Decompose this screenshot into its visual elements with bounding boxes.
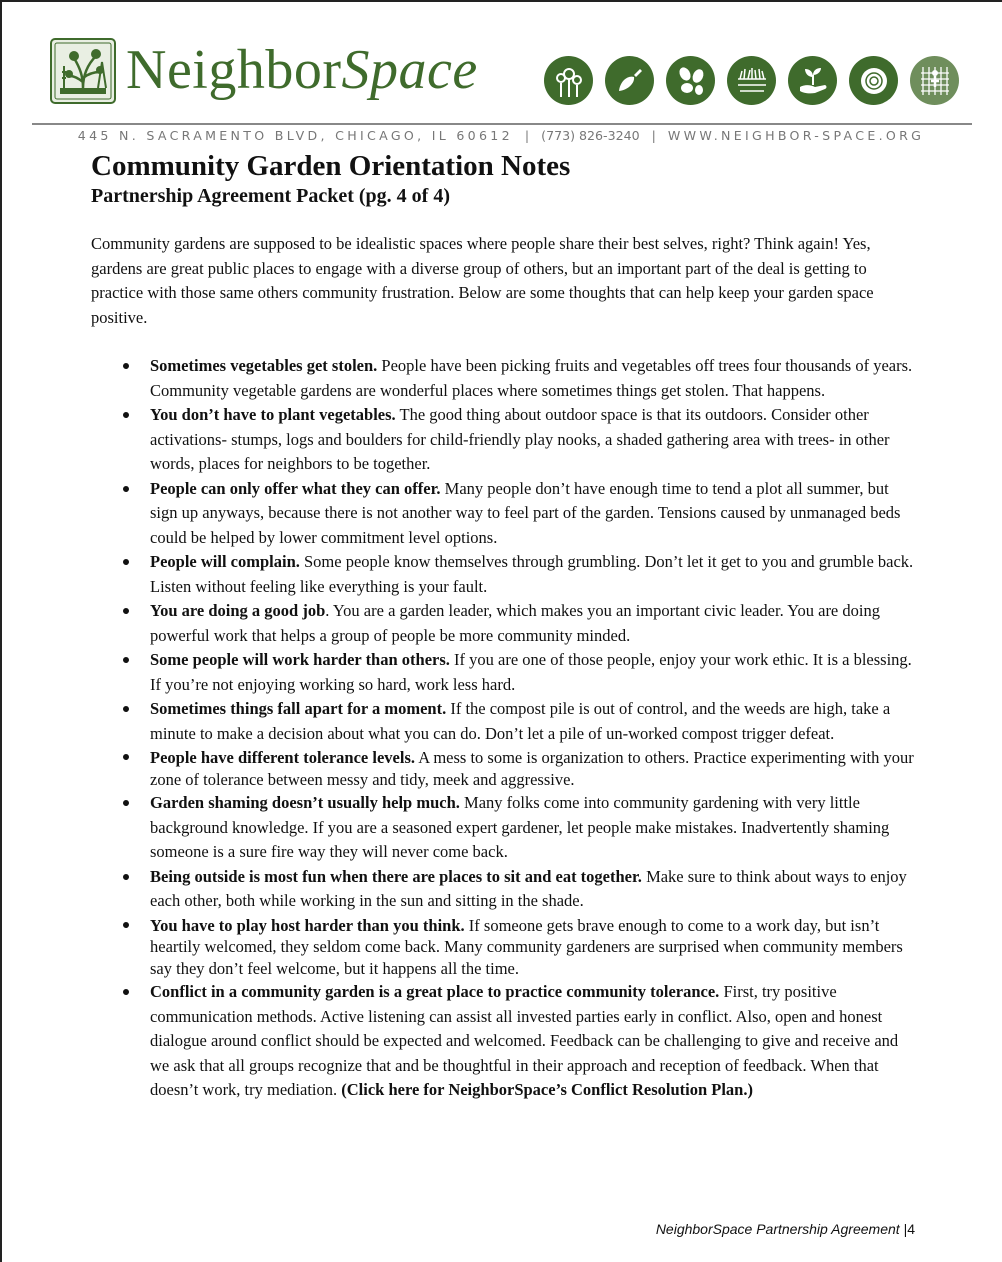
tip-heading: You are doing a good job bbox=[150, 601, 326, 620]
letterhead bbox=[0, 0, 1002, 150]
website-link[interactable]: WWW.NEIGHBOR-SPACE.ORG bbox=[667, 128, 925, 143]
lawn-icon bbox=[727, 56, 776, 105]
icon-row bbox=[544, 56, 959, 105]
beans-icon bbox=[666, 56, 715, 105]
tip-heading: People can only offer what they can offer. bbox=[150, 478, 441, 498]
tip-body: First, try positive communication methods. Active listening can assist all invested parties early in conflict. Also, open and honest dialogue around conflict should be expected and welcomed. Feedback can be challenging to give and receive and we ask that all groups recognize that and be thoughtful in their approach and reception of feedback. When that doesn’t work, try mediation. bbox=[150, 982, 899, 1099]
tip-heading: You don’t have to plant vegetables. bbox=[150, 405, 396, 424]
street-address: 445 N. SACRAMENTO BLVD, CHICAGO, IL 60612 bbox=[77, 128, 513, 143]
sprout-hand-icon bbox=[788, 56, 837, 105]
page-footer bbox=[656, 1221, 915, 1237]
list-item bbox=[150, 746, 918, 791]
list-item bbox=[150, 914, 918, 981]
tip-heading: Sometimes things fall apart for a moment. bbox=[150, 699, 447, 718]
tip-body: Make sure to think about ways to enjoy each other, both while working in the sun and sitting in the shade. bbox=[150, 866, 907, 910]
separator: | bbox=[651, 128, 656, 143]
tip-heading: You have to play host harder than you think. bbox=[150, 915, 465, 935]
garden-logo-icon bbox=[50, 38, 116, 104]
tip-body: People have been picking fruits and vegetables off trees four thousands of years. Community vegetable gardens are wonderful places where sometimes things get stolen. That happens. bbox=[150, 356, 913, 400]
tip-body: A mess to some is organization to others. Practice experimenting with your zone of tolerance between messy and tidy, meek and aggressive. bbox=[150, 748, 914, 789]
list-item bbox=[150, 550, 918, 599]
footer-label: NeighborSpace Partnership Agreement bbox=[655, 1221, 900, 1237]
intro-paragraph: Community gardens are supposed to be idealistic spaces where people share their best selves, right? Think again! Yes, gardens are great public places to engage with a diverse group of others, but an important part of the deal is getting to practice with those same others community frustration. Below are some thoughts that can help keep your garden space positive. bbox=[91, 234, 874, 327]
list-item bbox=[150, 648, 918, 697]
tip-body: Many people don’t have enough time to tend a plot all summer, but sign up anyways, because there is not another way to feel part of the garden. Tensions caused by unmanaged beds could be helped by lower commitment level options. bbox=[150, 478, 901, 547]
page-number: |4 bbox=[903, 1221, 915, 1237]
list-item bbox=[150, 403, 918, 477]
list-item bbox=[150, 697, 918, 746]
tip-body: Many folks come into community gardening with very little background knowledge. If you are a seasoned expert gardener, let people make mistakes. Inadvertently shaming someone is a sure fire way they will never come back. bbox=[150, 793, 890, 861]
page-border-left bbox=[0, 0, 2, 1262]
tip-body: If someone gets brave enough to come to a work day, but isn’t heartily welcomed, they seldom come back. Many community gardeners are surprised when community members say they don’t feel welcome, but it happens all the time. bbox=[150, 915, 903, 978]
separator: | bbox=[524, 128, 530, 143]
list-item bbox=[150, 477, 918, 551]
tip-heading: People have different tolerance levels. bbox=[150, 748, 415, 767]
tips-list bbox=[150, 354, 918, 1103]
brand-italic: Space bbox=[341, 39, 478, 101]
tip-body: If the compost pile is out of control, and the weeds are high, take a minute to make a decision about what you can do. Don’t let a pile of un-worked compost trigger defeat. bbox=[150, 699, 891, 743]
list-item bbox=[150, 865, 918, 914]
list-item bbox=[150, 791, 918, 865]
tip-body: Some people know themselves through grumbling. Don’t let it get to you and grumble back. Listen without feeling like everything is your fault. bbox=[150, 552, 914, 596]
list-item bbox=[150, 599, 918, 648]
tip-body: If you are one of those people, enjoy your work ethic. It is a blessing. If you’re not enjoying working so hard, work less hard. bbox=[150, 650, 912, 694]
brand-wordmark bbox=[126, 38, 478, 102]
tip-body: . You are a garden leader, which makes you an important civic leader. You are doing powerful work that helps a group of people be more community minded. bbox=[150, 601, 880, 645]
list-item bbox=[150, 980, 918, 1103]
phone-number: (773) 826-3240 bbox=[541, 128, 640, 143]
list-item bbox=[150, 354, 918, 403]
page-title: Community Garden Orientation Notes bbox=[91, 150, 571, 182]
trellis-icon bbox=[910, 56, 959, 105]
trowel-icon bbox=[605, 56, 654, 105]
tip-heading: People will complain. bbox=[150, 552, 300, 571]
brand-plain: Neighbor bbox=[126, 39, 342, 101]
tip-heading: Sometimes vegetables get stolen. bbox=[150, 356, 378, 375]
flowers-icon bbox=[544, 56, 593, 105]
conflict-plan-link[interactable]: (Click here for NeighborSpace’s Conflict Resolution Plan.) bbox=[341, 1080, 753, 1099]
page-subtitle: Partnership Agreement Packet (pg. 4 of 4) bbox=[91, 185, 451, 207]
cabbage-icon bbox=[849, 56, 898, 105]
contact-line bbox=[0, 128, 1002, 143]
tip-heading: Conflict in a community garden is a great place to practice community tolerance. bbox=[150, 982, 720, 1001]
header-rule bbox=[32, 123, 972, 125]
tip-heading: Garden shaming doesn’t usually help much. bbox=[150, 793, 460, 812]
tip-heading: Being outside is most fun when there are places to sit and eat together. bbox=[150, 866, 642, 886]
tip-body: The good thing about outdoor space is that its outdoors. Consider other activations- stumps, logs and boulders for child-friendly play nooks, a shaded gathering area with trees- in other words, places for neighbors to be together. bbox=[150, 405, 890, 473]
tip-heading: Some people will work harder than others. bbox=[150, 650, 450, 669]
